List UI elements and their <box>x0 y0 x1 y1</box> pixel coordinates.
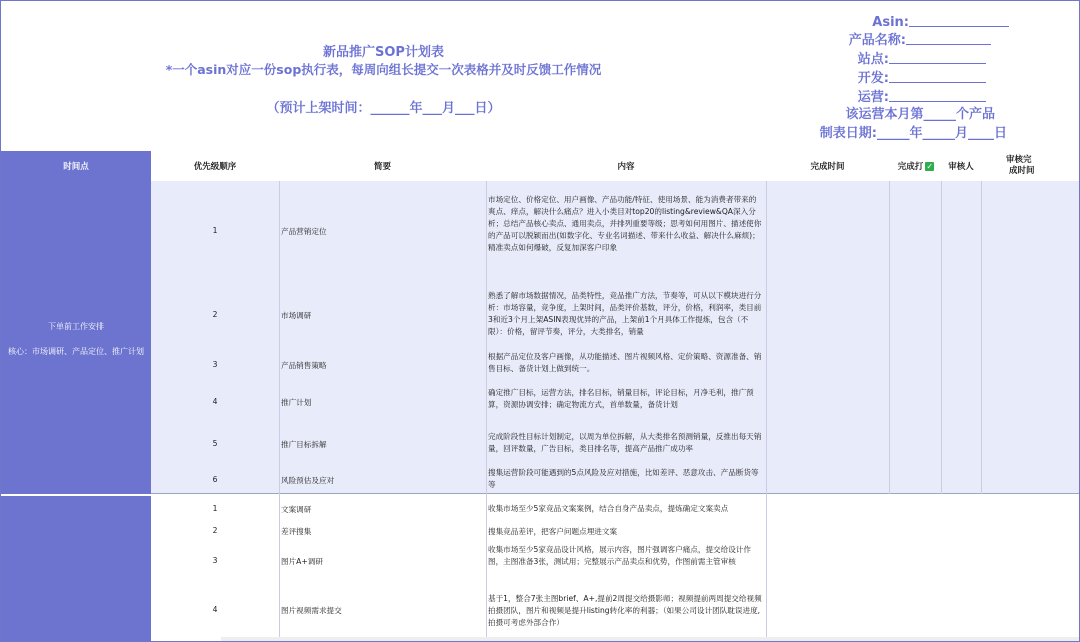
info-made-date: 制表日期:_____年_____月____日 <box>819 126 1007 141</box>
header-time: 时间点 <box>1 151 151 181</box>
header-reviewer: 审核人 <box>948 162 974 172</box>
row-brief: 文案调研 <box>281 505 312 514</box>
row-content: 基于1，整合7张主图brief、A+,提前2周提交给摄影师；视频提前两周提交给视频拍摄团队，图片和视频是提升listing转化率的利器；（如果公司设计团队耽误进度,拍摄可考虑外部合作） <box>488 594 762 627</box>
header-done-time: 完成时间 <box>810 162 845 172</box>
section-a-title: 下单前工作安排 <box>48 322 104 331</box>
row-content: 完成阶段性目标计划制定，以周为单位拆解，从大类排名预测销量，反推出每天销量，回评数量，广告目标，类目排名等，提高产品推广成功率 <box>488 432 762 453</box>
row-priority: 6 <box>212 475 218 484</box>
row-brief: 产品营销定位 <box>281 227 327 236</box>
row-priority: 2 <box>212 310 218 319</box>
header-done-mark <box>891 151 941 181</box>
title-area <box>1 1 1079 151</box>
row-priority: 4 <box>212 397 218 406</box>
info-site-label: 站点: <box>857 52 889 67</box>
column-divider <box>889 181 890 494</box>
info-asin-label: Asin: <box>872 15 909 30</box>
row-content: 市场定位、价格定位、用户画像、产品功能/特征、使用场景、能为消费者带来的爽点、痒点，解决什么痛点？进入小类目对top20的listing&review&QA深入分析；总结产品核心卖点、通用卖点，并排列重要等级；思考如何用图片、描述使你的产品可以脱颖而出(如数字化、专业名词描述、带来什么收益、解决什么麻烦)；精准卖点如何爆破，反复加深客户印象 <box>488 195 762 252</box>
info-monthly-count: 该运营本月第_____个产品 <box>845 107 995 122</box>
info-product-name-label: 产品名称: <box>848 33 906 48</box>
header-brief: 简要 <box>373 162 391 172</box>
row-priority: 5 <box>212 439 218 448</box>
info-asin-line[interactable] <box>909 14 1009 27</box>
row-content: 根据产品定位及客户画像，从功能描述、图片视频风格、定价策略、资源准备、销售目标、备货计划上做到统一。 <box>488 352 762 373</box>
row-content: 收集市场至少5家竞品文案案例，结合自身产品卖点，提炼确定文案卖点 <box>488 504 729 513</box>
info-product-name-line[interactable] <box>906 32 991 45</box>
row-priority: 3 <box>212 360 218 369</box>
row-content: 收集市场至少5家竞品设计风格，展示内容，图片强调客户痛点，提交给设计作图，主图准备3张，测试用；完整展示产品卖点和优势，作图前需主管审核 <box>488 545 752 566</box>
info-dev-line[interactable] <box>889 70 986 83</box>
section-divider <box>1 493 1079 494</box>
expected-launch-date: （预计上架时间：______年___月___日） <box>266 101 501 116</box>
section-a-label-cell <box>1 181 151 494</box>
row-content: 搜集竞品差评，把客户问题点埋进文案 <box>488 527 618 536</box>
row-brief: 产品销售策略 <box>281 361 327 370</box>
row-content: 熟悉了解市场数据情况，品类特性，竞品推广方法，节奏等，可从以下模块进行分析：市场容量，竞争度，上架时间，品类评价基数，评分，价格，利润率，类目前3和近3个月上架ASIN表现优异的产品，上架前1个月具体工作提炼，包含（不限）：价格，留评节奏，评分，大类排名，销量 <box>488 291 762 336</box>
header-review-done-line1: 审核完 <box>1006 155 1032 165</box>
row-brief: 差评搜集 <box>281 527 312 536</box>
sheet-subtitle: *一个asin对应一份sop执行表，每周向组长提交一次表格并及时反馈工作情况 <box>165 62 602 77</box>
row-brief: 风险预估及应对 <box>281 476 335 485</box>
row-priority: 3 <box>212 556 218 565</box>
section-a-subtitle: 核心：市场调研、产品定位、推广计划 <box>8 347 144 356</box>
column-divider <box>941 181 942 494</box>
row-priority: 1 <box>212 504 218 513</box>
info-site <box>858 51 986 66</box>
header-review-done-line2: 成时间 <box>1009 166 1035 176</box>
row-priority: 1 <box>212 226 218 235</box>
row-priority: 4 <box>212 605 218 614</box>
row-brief: 图片视频需求提交 <box>281 606 342 615</box>
column-divider <box>486 181 487 641</box>
checkmark-icon: ✓ <box>926 161 934 171</box>
header-priority: 优先级顺序 <box>193 162 237 172</box>
row-content: 确定推广目标，运营方法，排名目标，销量目标，评论目标，月净毛利，推广预算，资源协调安排；确定物流方式，首单数量，备货计划 <box>488 388 754 409</box>
sheet-title: 新品推广SOP计划表 <box>323 45 444 60</box>
row-brief: 推广计划 <box>281 398 312 407</box>
row-content: 搜集运营阶段可能遇到的5点风险及应对措施，比如差评、恶意攻击、产品断货等等 <box>488 468 759 489</box>
info-ops-line[interactable] <box>889 89 986 102</box>
info-ops <box>858 89 986 104</box>
column-divider <box>279 181 280 641</box>
header-review-done-time <box>1006 151 1056 181</box>
header-done-mark-label: 完成打 <box>897 162 924 172</box>
info-asin <box>872 14 1009 29</box>
info-ops-label: 运营: <box>857 90 889 105</box>
header-content: 内容 <box>617 162 635 172</box>
row-brief: 市场调研 <box>281 311 312 320</box>
info-dev <box>858 70 986 85</box>
row-brief: 图片A+调研 <box>281 557 323 566</box>
column-divider <box>981 181 982 494</box>
table-header <box>1 151 1079 182</box>
column-divider <box>766 181 767 641</box>
info-site-line[interactable] <box>889 51 986 64</box>
section-b-label-cell <box>1 496 151 641</box>
row-brief: 推广目标拆解 <box>281 440 327 449</box>
row-priority: 2 <box>212 526 218 535</box>
info-dev-label: 开发: <box>857 71 889 86</box>
info-product-name <box>849 32 991 47</box>
horizontal-scrollbar[interactable] <box>221 637 1079 641</box>
